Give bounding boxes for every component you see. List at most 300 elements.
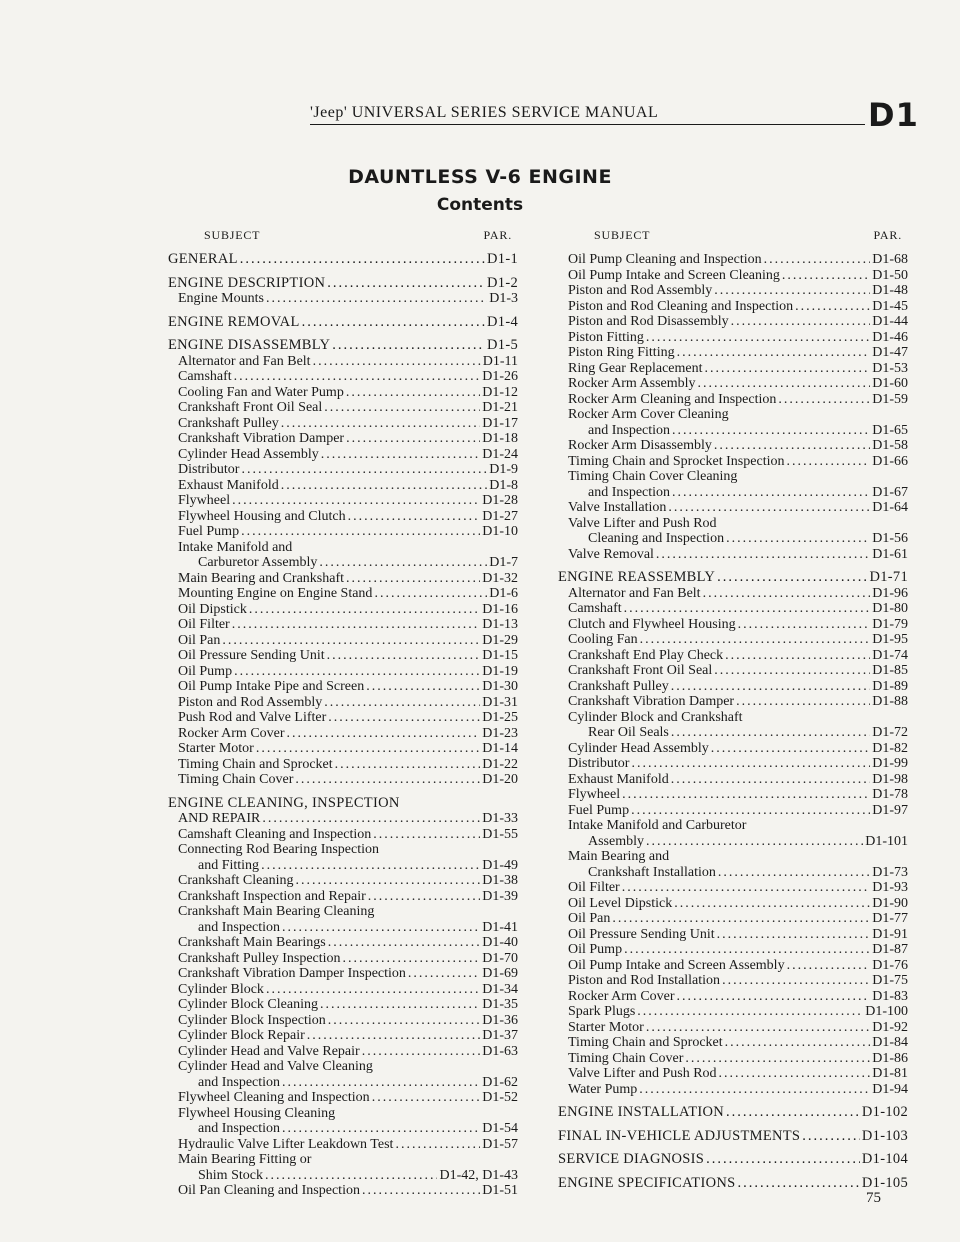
toc-entry-par: D1-37 bbox=[482, 1028, 518, 1043]
toc-entry-par: D1-15 bbox=[482, 648, 518, 663]
dot-leader bbox=[282, 920, 480, 936]
toc-entry-label: Starter Motor bbox=[178, 741, 254, 756]
toc-entry-label: ENGINE SPECIFICATIONS bbox=[558, 1174, 736, 1191]
toc-entry-par: D1-26 bbox=[482, 369, 518, 384]
toc-entry bbox=[168, 1168, 518, 1184]
toc-entry-label: ENGINE DESCRIPTION bbox=[168, 274, 326, 291]
toc-entry-label: Crankshaft Installation bbox=[588, 864, 716, 880]
toc-entry bbox=[168, 982, 518, 998]
dot-leader bbox=[671, 772, 871, 788]
dot-leader bbox=[738, 1176, 860, 1192]
dot-leader bbox=[295, 772, 480, 788]
dot-leader bbox=[705, 361, 871, 377]
toc-entry-par: D1-95 bbox=[872, 632, 908, 647]
toc-entry-label: ENGINE REASSEMBLY bbox=[558, 569, 716, 585]
toc-entry-label: Oil Pressure Sending Unit bbox=[178, 648, 325, 663]
dot-leader bbox=[327, 276, 485, 292]
toc-entry-label: Rear Oil Seals bbox=[588, 725, 669, 740]
toc-entry-par: D1-35 bbox=[482, 997, 518, 1012]
toc-entry-label: Oil Pan Cleaning and Inspection bbox=[178, 1183, 360, 1198]
toc-entry-label: and Inspection bbox=[198, 1074, 281, 1090]
toc-entry-label: SERVICE DIAGNOSIS bbox=[558, 1151, 705, 1167]
toc-entry bbox=[558, 1129, 908, 1145]
dot-leader bbox=[321, 447, 480, 463]
dot-leader bbox=[232, 617, 480, 633]
toc-entry bbox=[168, 904, 518, 920]
toc-entry-label: Piston and Rod Installation bbox=[568, 973, 721, 988]
toc-entry-par: D1-9 bbox=[489, 462, 518, 477]
toc-entry-par: D1-98 bbox=[872, 771, 908, 787]
toc-entry bbox=[558, 1051, 908, 1067]
toc-entry-par: D1-78 bbox=[872, 787, 908, 802]
dot-leader bbox=[778, 392, 870, 408]
toc-entry-par: D1-79 bbox=[872, 616, 908, 632]
toc-entry-label: Connecting Rod Bearing Inspection bbox=[178, 842, 380, 857]
toc-entry-label: Main Bearing and Crankshaft bbox=[178, 570, 345, 586]
dot-leader bbox=[622, 880, 870, 896]
toc-entry-label: Cylinder Block Inspection bbox=[178, 1012, 326, 1028]
toc-entry-par: D1-40 bbox=[482, 935, 518, 950]
dot-leader bbox=[373, 827, 480, 843]
page-subtitle: Contents bbox=[436, 195, 524, 215]
toc-entry-label: and Inspection bbox=[588, 422, 671, 438]
toc-entry-label: Cylinder Head Assembly bbox=[568, 740, 709, 756]
toc-entry-label: Oil Pump Cleaning and Inspection bbox=[568, 252, 762, 267]
toc-entry-label: Piston and Rod Disassembly bbox=[568, 314, 729, 329]
toc-entry bbox=[558, 1020, 908, 1036]
toc-entry-label: Starter Motor bbox=[568, 1019, 644, 1035]
toc-entry bbox=[558, 1176, 908, 1192]
toc-entry-label: Timing Chain Cover Cleaning bbox=[568, 469, 738, 484]
dot-leader bbox=[327, 648, 481, 664]
dot-leader bbox=[786, 454, 870, 470]
toc-entry-label: Intake Manifold and bbox=[178, 539, 293, 555]
dot-leader bbox=[795, 299, 870, 315]
toc-entry-label: Assembly bbox=[588, 833, 644, 849]
toc-entry-label: Clutch and Flywheel Housing bbox=[568, 616, 736, 632]
toc-entry bbox=[168, 710, 518, 726]
dot-leader bbox=[646, 330, 870, 346]
toc-entry-label: Crankshaft Pulley Inspection bbox=[178, 950, 341, 966]
dot-leader bbox=[313, 354, 481, 370]
toc-entry-par: D1-32 bbox=[482, 570, 518, 586]
toc-entry-label: Crankshaft Main Bearings bbox=[178, 935, 326, 950]
dot-leader bbox=[266, 291, 487, 307]
toc-entry-par: D1-84 bbox=[872, 1035, 908, 1050]
toc-entry bbox=[168, 540, 518, 556]
dot-leader bbox=[622, 787, 870, 803]
toc-column-left bbox=[168, 228, 518, 1199]
toc-entry-label: Crankshaft Vibration Damper Inspection bbox=[178, 966, 406, 981]
toc-entry-label: Oil Pan bbox=[178, 632, 221, 648]
toc-entry bbox=[558, 663, 908, 679]
toc-entry-par: D1-70 bbox=[482, 950, 518, 966]
par-heading: PAR. bbox=[873, 228, 902, 242]
dot-leader bbox=[307, 1028, 480, 1044]
toc-entry bbox=[558, 500, 908, 516]
toc-entry-label: Flywheel Housing and Clutch bbox=[178, 508, 346, 524]
toc-entry-label: Push Rod and Valve Lifter bbox=[178, 710, 327, 725]
dot-leader bbox=[711, 741, 870, 757]
toc-entry-par: D1-55 bbox=[482, 826, 518, 842]
toc-entry-label: Rocker Arm Cleaning and Inspection bbox=[568, 391, 777, 407]
toc-entry bbox=[168, 726, 518, 742]
toc-entry bbox=[168, 741, 518, 757]
toc-entry-par: D1-31 bbox=[482, 694, 518, 710]
toc-entry bbox=[558, 283, 908, 299]
dot-leader bbox=[731, 314, 871, 330]
toc-entry-label: AND REPAIR bbox=[178, 811, 261, 826]
dot-leader bbox=[672, 485, 870, 501]
dot-leader bbox=[717, 570, 867, 586]
dot-leader bbox=[674, 896, 870, 912]
toc-entry-label: Engine Mounts bbox=[178, 291, 264, 306]
toc-entry bbox=[558, 648, 908, 664]
toc-entry bbox=[558, 392, 908, 408]
toc-entry bbox=[168, 252, 518, 268]
toc-entry-par: D1-67 bbox=[872, 484, 908, 500]
toc-entry-par: D1-65 bbox=[872, 422, 908, 438]
dot-leader bbox=[319, 555, 487, 571]
dot-leader bbox=[408, 966, 480, 982]
dot-leader bbox=[668, 500, 870, 516]
toc-entry-par: D1-23 bbox=[482, 725, 518, 741]
dot-leader bbox=[612, 911, 870, 927]
toc-entry-par: D1-93 bbox=[872, 880, 908, 895]
toc-entry-label: Camshaft Cleaning and Inspection bbox=[178, 826, 372, 842]
toc-entry bbox=[558, 787, 908, 803]
toc-entry bbox=[168, 431, 518, 447]
dot-leader bbox=[240, 252, 485, 268]
toc-entry-label: Intake Manifold and Carburetor bbox=[568, 818, 747, 833]
toc-entry-label: Water Pump bbox=[568, 1081, 638, 1097]
toc-entry-label: Cylinder Head and Valve Repair bbox=[178, 1043, 360, 1059]
toc-entry-par: D1-39 bbox=[482, 888, 518, 904]
dot-leader bbox=[764, 252, 871, 268]
toc-entry bbox=[558, 516, 908, 532]
toc-entry-label: Valve Removal bbox=[568, 546, 654, 562]
toc-entry-label: and Inspection bbox=[588, 484, 671, 500]
dot-leader bbox=[281, 416, 481, 432]
toc-entry bbox=[558, 1066, 908, 1082]
toc-entry bbox=[558, 632, 908, 648]
toc-entry-label: Cylinder Block Cleaning bbox=[178, 997, 318, 1012]
toc-entry-par: D1-57 bbox=[482, 1136, 518, 1152]
toc-entry bbox=[168, 509, 518, 525]
toc-entry-par: D1-91 bbox=[872, 926, 908, 942]
toc-entry-label: Valve Lifter and Push Rod bbox=[568, 1066, 717, 1081]
toc-entry-label: Oil Level Dipstick bbox=[568, 895, 673, 911]
toc-entry-label: Piston and Rod Assembly bbox=[178, 694, 323, 710]
toc-entry-label: Exhaust Manifold bbox=[178, 477, 279, 493]
toc-entry-label: Hydraulic Valve Lifter Leakdown Test bbox=[178, 1136, 394, 1152]
subject-heading: SUBJECT bbox=[204, 228, 261, 242]
toc-entry bbox=[168, 385, 518, 401]
toc-entry-label: Oil Pump Intake and Screen Cleaning bbox=[568, 267, 780, 283]
toc-entry bbox=[168, 602, 518, 618]
dot-leader bbox=[234, 369, 481, 385]
toc-entry-label: Distributor bbox=[178, 462, 240, 477]
toc-entry-label: Flywheel Housing Cleaning bbox=[178, 1105, 336, 1121]
toc-entry-par: D1-21 bbox=[482, 400, 518, 415]
dot-leader bbox=[725, 648, 870, 664]
toc-entry bbox=[558, 834, 908, 850]
dot-leader bbox=[685, 1051, 870, 1067]
toc-entry bbox=[558, 1082, 908, 1098]
toc-entry-label: Distributor bbox=[568, 756, 630, 771]
toc-entry-label: Cylinder Head Assembly bbox=[178, 446, 319, 462]
toc-entry bbox=[168, 1090, 518, 1106]
toc-entry bbox=[558, 376, 908, 392]
dot-leader bbox=[328, 710, 480, 726]
toc-entry bbox=[168, 1106, 518, 1122]
toc-entry-par: D1-85 bbox=[872, 663, 908, 678]
toc-entry-label: FINAL IN-VEHICLE ADJUSTMENTS bbox=[558, 1127, 801, 1144]
toc-entry-par: D1-16 bbox=[482, 601, 518, 617]
toc-entry-par: D1-28 bbox=[482, 493, 518, 508]
toc-entry-par: D1-14 bbox=[482, 741, 518, 756]
dot-leader bbox=[637, 1004, 863, 1020]
toc-entry-par: D1-76 bbox=[872, 957, 908, 973]
toc-list-left bbox=[168, 252, 518, 1199]
toc-entry bbox=[558, 1035, 908, 1051]
toc-entry bbox=[558, 911, 908, 927]
toc-entry bbox=[558, 958, 908, 974]
dot-leader bbox=[802, 1129, 860, 1145]
toc-entry bbox=[168, 291, 518, 307]
toc-entry bbox=[558, 865, 908, 881]
toc-entry-label: Shim Stock bbox=[198, 1167, 263, 1183]
toc-entry bbox=[558, 772, 908, 788]
toc-entry-label: Spark Plugs bbox=[568, 1004, 636, 1019]
dot-leader bbox=[368, 889, 480, 905]
dot-leader bbox=[262, 811, 480, 827]
toc-entry-par: D1-13 bbox=[482, 617, 518, 632]
toc-entry-par: D1-101 bbox=[865, 833, 908, 849]
toc-entry-par: D1-29 bbox=[482, 632, 518, 648]
toc-entry-label: Rocker Arm Cover Cleaning bbox=[568, 407, 729, 422]
dot-leader bbox=[671, 679, 871, 695]
toc-entry-label: Cylinder Block and Crankshaft bbox=[568, 709, 743, 725]
toc-entry-label: Main Bearing and bbox=[568, 849, 670, 864]
toc-entry-label: Oil Pump bbox=[178, 663, 233, 679]
toc-entry-par: D1-38 bbox=[482, 873, 518, 888]
toc-entry bbox=[168, 757, 518, 773]
toc-entry bbox=[168, 679, 518, 695]
dot-leader bbox=[714, 663, 870, 679]
toc-entry-label: Mounting Engine on Engine Stand bbox=[178, 586, 373, 601]
toc-entry bbox=[558, 252, 908, 268]
dot-leader bbox=[346, 431, 480, 447]
toc-entry-label: Oil Dipstick bbox=[178, 601, 247, 617]
dot-leader bbox=[725, 1035, 871, 1051]
toc-entry-par: D1-63 bbox=[482, 1043, 518, 1059]
toc-entry bbox=[558, 438, 908, 454]
toc-entry bbox=[558, 570, 908, 586]
toc-entry bbox=[168, 648, 518, 664]
toc-list-right bbox=[558, 252, 908, 1191]
toc-entry bbox=[168, 416, 518, 432]
toc-entry-par: D1-75 bbox=[872, 973, 908, 988]
toc-entry-label: Oil Pump Intake and Screen Assembly bbox=[568, 957, 785, 973]
dot-leader bbox=[241, 524, 480, 540]
toc-entry-par: D1-11 bbox=[482, 353, 518, 369]
dot-leader bbox=[335, 757, 481, 773]
dot-leader bbox=[366, 679, 480, 695]
dot-leader bbox=[631, 803, 870, 819]
toc-entry bbox=[168, 966, 518, 982]
dot-leader bbox=[698, 376, 871, 392]
dot-leader bbox=[222, 633, 480, 649]
toc-entry-label: Cylinder Block Repair bbox=[178, 1028, 305, 1043]
dot-leader bbox=[362, 1044, 481, 1060]
toc-entry-label: Fuel Pump bbox=[178, 524, 240, 539]
dot-leader bbox=[328, 1013, 480, 1029]
dot-leader bbox=[395, 1137, 480, 1153]
dot-leader bbox=[249, 602, 480, 618]
toc-entry bbox=[168, 842, 518, 858]
toc-entry-par: D1-103 bbox=[861, 1127, 908, 1144]
dot-leader bbox=[324, 400, 480, 416]
dot-leader bbox=[332, 338, 485, 354]
toc-entry bbox=[168, 571, 518, 587]
toc-entry-par: D1-56 bbox=[872, 531, 908, 546]
toc-entry-par: D1-87 bbox=[872, 942, 908, 957]
toc-entry bbox=[558, 880, 908, 896]
toc-entry-par: D1-83 bbox=[872, 988, 908, 1004]
dot-leader bbox=[672, 423, 870, 439]
toc-entry-label: Flywheel bbox=[178, 493, 231, 508]
toc-entry-par: D1-77 bbox=[872, 911, 908, 926]
dot-leader bbox=[302, 315, 485, 331]
toc-entry-label: Alternator and Fan Belt bbox=[568, 585, 701, 601]
dot-leader bbox=[787, 958, 871, 974]
dot-leader bbox=[706, 1152, 860, 1168]
toc-entry-label: and Inspection bbox=[198, 919, 281, 935]
toc-entry-label: ENGINE INSTALLATION bbox=[558, 1104, 725, 1120]
toc-entry bbox=[558, 469, 908, 485]
dot-leader bbox=[374, 586, 487, 602]
toc-entry-label: Timing Chain and Sprocket bbox=[568, 1035, 723, 1050]
toc-entry-par: D1-60 bbox=[872, 376, 908, 391]
toc-entry-label: Rocker Arm Assembly bbox=[568, 376, 696, 391]
dot-leader bbox=[372, 1090, 481, 1106]
dot-leader bbox=[328, 935, 480, 951]
toc-entry-par: D1-102 bbox=[861, 1104, 908, 1120]
toc-entry-label: ENGINE REMOVAL bbox=[168, 313, 300, 330]
toc-entry-label: Crankshaft Front Oil Seal bbox=[568, 663, 713, 678]
toc-entry bbox=[558, 973, 908, 989]
dot-leader bbox=[631, 756, 870, 772]
toc-entry-par: D1-105 bbox=[861, 1174, 908, 1191]
toc-entry-label: Main Bearing Fitting or bbox=[178, 1152, 312, 1167]
page-title: DAUNTLESS V-6 ENGINE bbox=[348, 166, 612, 188]
dot-leader bbox=[362, 1183, 480, 1199]
toc-entry-label: Flywheel Cleaning and Inspection bbox=[178, 1090, 370, 1105]
dot-leader bbox=[726, 1105, 860, 1121]
toc-entry-par: D1-81 bbox=[872, 1066, 908, 1081]
toc-entry bbox=[168, 1152, 518, 1168]
dot-leader bbox=[346, 385, 480, 401]
toc-entry-par: D1-64 bbox=[872, 500, 908, 515]
toc-entry bbox=[168, 889, 518, 905]
dot-leader bbox=[671, 725, 870, 741]
toc-entry-par: D1-47 bbox=[872, 345, 908, 360]
toc-entry bbox=[168, 858, 518, 874]
dot-leader bbox=[346, 571, 480, 587]
toc-entry-par: D1-2 bbox=[487, 274, 518, 291]
toc-entry-par: D1-36 bbox=[482, 1012, 518, 1028]
toc-entry bbox=[168, 1183, 518, 1199]
toc-entry-label: Piston and Rod Assembly bbox=[568, 283, 713, 298]
toc-entry bbox=[558, 756, 908, 772]
subject-heading: SUBJECT bbox=[594, 228, 651, 242]
toc-entry bbox=[558, 268, 908, 284]
toc-entry-label: Crankshaft Main Bearing Cleaning bbox=[178, 904, 375, 919]
dot-leader bbox=[266, 982, 480, 998]
toc-entry-par: D1-61 bbox=[872, 546, 908, 562]
toc-entry-label: Crankshaft Pulley bbox=[178, 415, 279, 431]
toc-entry bbox=[168, 447, 518, 463]
toc-entry bbox=[558, 314, 908, 330]
toc-entry-par: D1-72 bbox=[872, 725, 908, 740]
toc-entry-label: Timing Chain and Sprocket Inspection bbox=[568, 453, 785, 469]
toc-entry-label: Valve Installation bbox=[568, 500, 667, 515]
toc-entry-par: D1-44 bbox=[872, 314, 908, 329]
toc-entry bbox=[168, 664, 518, 680]
toc-entry-label: Crankshaft Cleaning bbox=[178, 873, 294, 888]
toc-entry-par: D1-68 bbox=[872, 252, 908, 267]
dot-leader bbox=[343, 951, 481, 967]
toc-entry-par: D1-24 bbox=[482, 446, 518, 462]
dot-leader bbox=[719, 1066, 871, 1082]
toc-entry-par: D1-5 bbox=[487, 337, 518, 353]
toc-entry-par: D1-20 bbox=[482, 772, 518, 787]
toc-entry bbox=[558, 531, 908, 547]
toc-entry bbox=[168, 555, 518, 571]
dot-leader bbox=[714, 438, 870, 454]
toc-entry-label: Rocker Arm Cover bbox=[568, 988, 675, 1004]
toc-entry-par: D1-74 bbox=[872, 647, 908, 663]
dot-leader bbox=[656, 547, 870, 563]
toc-entry-label: Fuel Pump bbox=[568, 802, 630, 818]
toc-entry bbox=[168, 1121, 518, 1137]
toc-entry-label: Cleaning and Inspection bbox=[588, 531, 725, 546]
toc-entry bbox=[168, 354, 518, 370]
toc-entry bbox=[558, 617, 908, 633]
toc-entry-label: Oil Filter bbox=[178, 617, 230, 632]
toc-entry bbox=[168, 1075, 518, 1091]
dot-leader bbox=[232, 493, 480, 509]
toc-entry bbox=[558, 818, 908, 834]
toc-entry-par: D1-48 bbox=[872, 283, 908, 298]
toc-entry-par: D1-1 bbox=[487, 251, 518, 267]
toc-entry-par: D1-3 bbox=[489, 291, 518, 306]
dot-leader bbox=[348, 509, 481, 525]
toc-entry bbox=[558, 299, 908, 315]
toc-entry-label: Alternator and Fan Belt bbox=[178, 353, 311, 369]
dot-leader bbox=[717, 927, 871, 943]
toc-entry bbox=[168, 1137, 518, 1153]
toc-entry bbox=[168, 315, 518, 331]
toc-entry bbox=[168, 772, 518, 788]
toc-entry bbox=[558, 454, 908, 470]
column-header bbox=[168, 228, 518, 252]
toc-entry-par: D1-33 bbox=[482, 811, 518, 826]
toc-entry-par: D1-8 bbox=[489, 477, 518, 493]
dot-leader bbox=[241, 462, 487, 478]
toc-entry bbox=[168, 462, 518, 478]
